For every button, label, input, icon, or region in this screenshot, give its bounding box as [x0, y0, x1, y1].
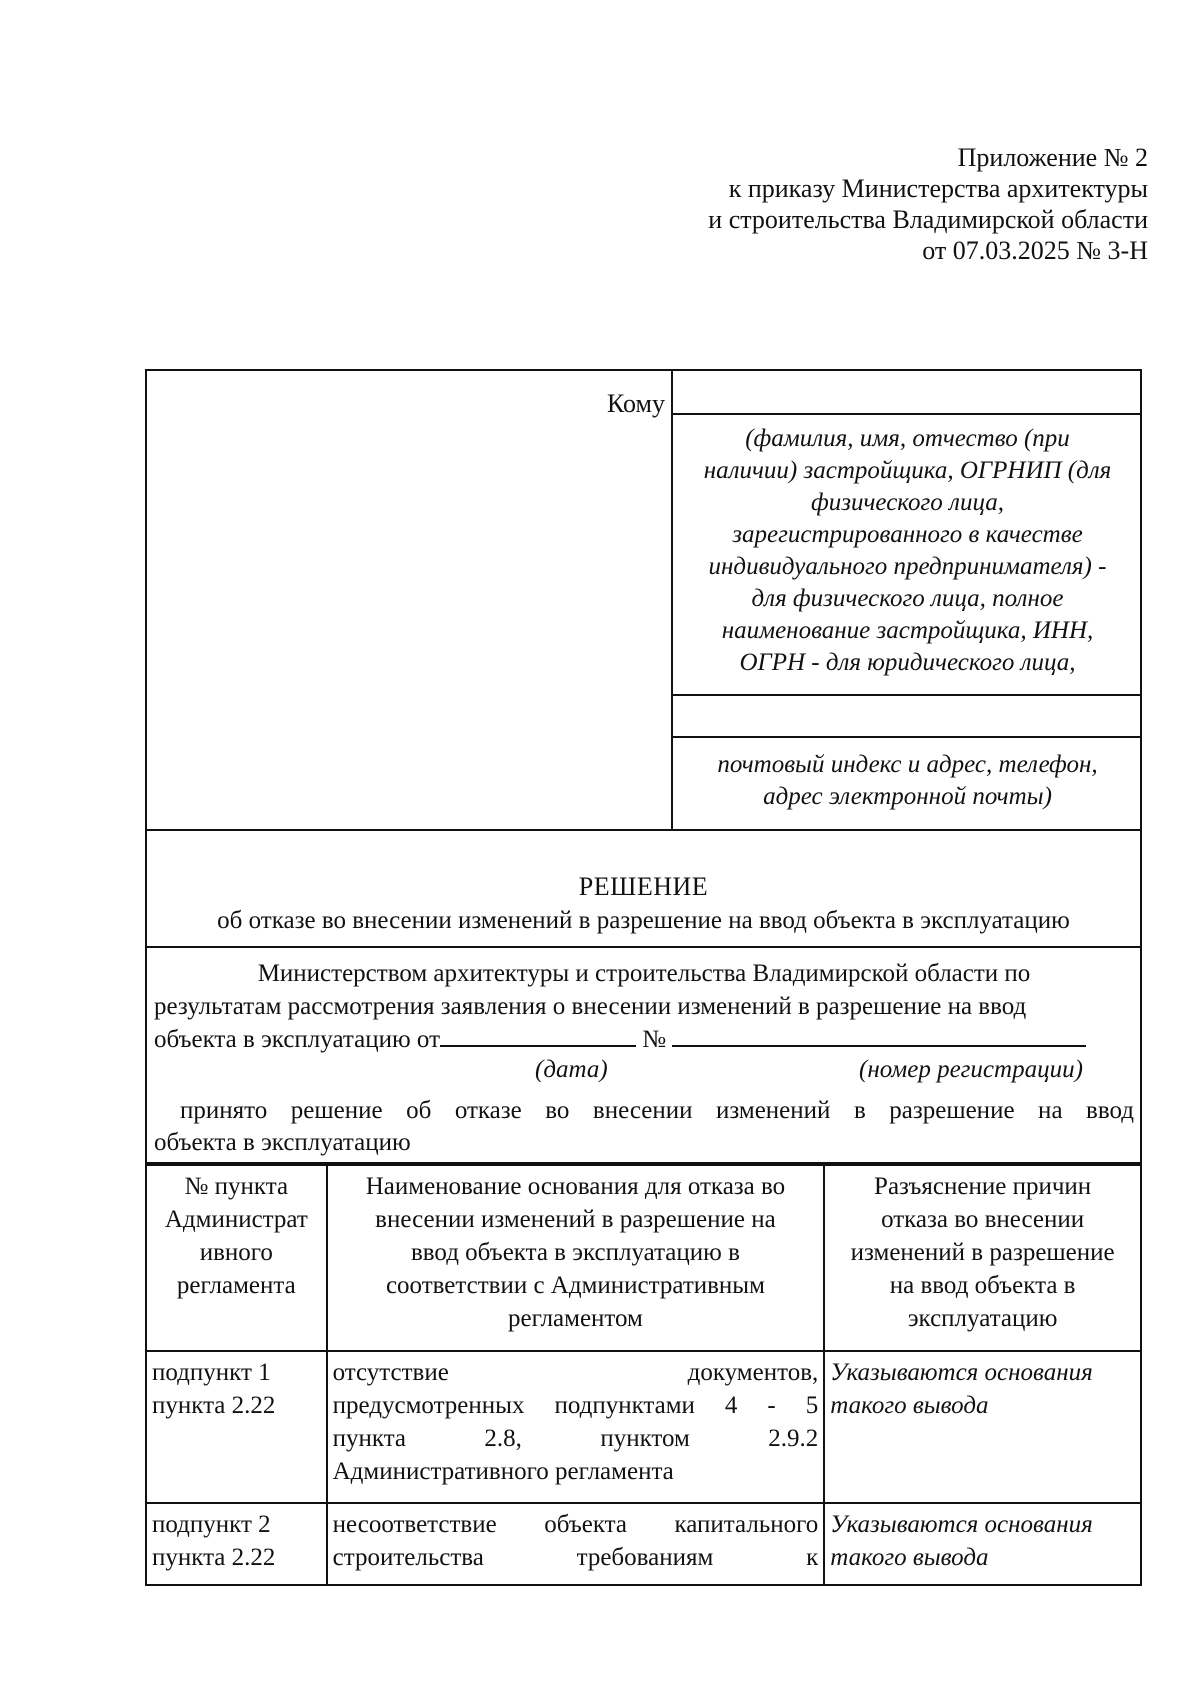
table-row — [146, 1351, 1141, 1503]
decision-divider — [147, 946, 1140, 948]
registration-number-hint: (номер регистрации) — [859, 1056, 1083, 1083]
refusal-reasons-table — [145, 1164, 1142, 1586]
row-reason: несоответствие объекта капитального строительства требованиям к — [327, 1503, 825, 1585]
row-explanation: Указываются основания такого вывода — [824, 1503, 1141, 1585]
addressee-address-note: почтовый индекс и адрес, телефон, адрес электронной почты) — [717, 751, 1098, 810]
header-explanation: Разъяснение причин отказа во внесении изменений в разрешение на ввод объекта в эксплуатацию — [824, 1165, 1141, 1351]
addressee-block — [145, 369, 1142, 829]
decision-text-line5: объекта в эксплуатацию — [154, 1129, 411, 1156]
decision-text-line3 — [154, 1023, 1134, 1056]
decision-text-line4: принято решение об отказе во внесении изменений в разрешение на ввод — [180, 1097, 1134, 1124]
order-date-number: от 07.03.2025 № 3-Н — [922, 236, 1148, 265]
addressee-name-note: (фамилия, имя, отчество (при наличии) застройщика, ОГРНИП (для физического лица, зарегистрированного в качестве индивидуального предпринимателя) - для физического лица, полное наименование застройщика, ИНН, ОГРН - для юридического лица, — [703, 425, 1112, 676]
addressee-name-field-line — [673, 413, 1142, 415]
appendix-header — [548, 142, 1148, 266]
addressee-fields — [671, 369, 1142, 831]
application-date-blank — [440, 1023, 636, 1047]
row-point: подпункт 1 пункта 2.22 — [146, 1351, 327, 1503]
decision-text-line1: Министерством архитектуры и строительства Владимирской области по — [257, 960, 1031, 987]
table-header-row — [146, 1165, 1141, 1351]
table-row — [146, 1503, 1141, 1585]
row-explanation: Указываются основания такого вывода — [824, 1351, 1141, 1503]
addressee-address-field-line — [673, 736, 1142, 738]
decision-title: РЕШЕНИЕ — [578, 872, 709, 901]
decision-subtitle: об отказе во внесении изменений в разрешение на ввод объекта в эксплуатацию — [217, 907, 1070, 934]
order-reference-line2: и строительства Владимирской области — [708, 205, 1148, 234]
appendix-number: Приложение № 2 — [957, 143, 1148, 172]
date-hint: (дата) — [535, 1056, 608, 1083]
komu-label: Кому — [606, 389, 665, 418]
order-reference-line1: к приказу Министерства архитектуры — [728, 174, 1148, 203]
decision-section — [145, 829, 1142, 1164]
row-reason: отсутствие документов, предусмотренных подпунктами 4 - 5 пункта 2.8, пунктом 2.9.2 Административного регламента — [327, 1351, 825, 1503]
addressee-separator-line — [673, 694, 1142, 696]
registration-number-blank — [672, 1023, 1086, 1047]
application-date-prefix: объекта в эксплуатацию от — [154, 1026, 440, 1053]
decision-text-line2: результатам рассмотрения заявления о внесении изменений в разрешение на ввод — [154, 993, 1027, 1020]
number-sign: № — [642, 1026, 667, 1053]
row-point: подпункт 2 пункта 2.22 — [146, 1503, 327, 1585]
header-point: № пункта Администрат ивного регламента — [146, 1165, 327, 1351]
header-reason: Наименование основания для отказа во внесении изменений в разрешение на ввод объекта в эксплуатацию в соответствии с Административным регламентом — [327, 1165, 825, 1351]
